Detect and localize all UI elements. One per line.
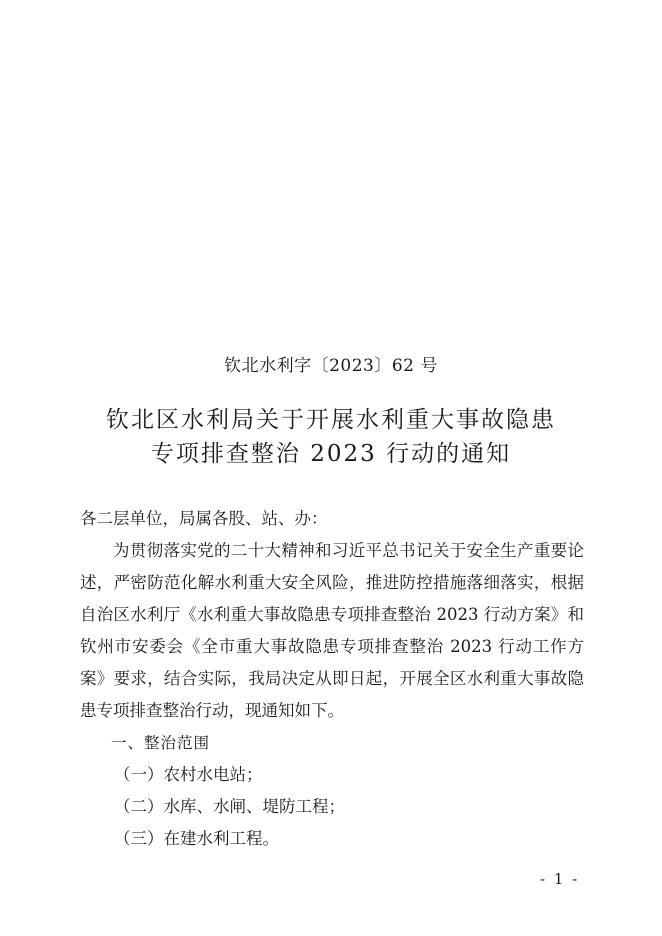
list-item: （一）农村水电站； bbox=[114, 765, 263, 784]
title-line-1: 钦北区水利局关于开展水利重大事故隐患 bbox=[106, 407, 556, 433]
section-heading-scope: 一、整治范围 bbox=[111, 734, 211, 752]
document-number: 钦北水利字〔2023〕62 号 bbox=[224, 356, 438, 376]
list-item: （三）在建水利工程。 bbox=[114, 829, 279, 848]
salutation: 各二层单位，局属各股、站、办： bbox=[80, 509, 328, 528]
page-number: - 1 - bbox=[540, 870, 580, 888]
list-item: （二）水库、水闸、堤防工程； bbox=[114, 797, 345, 816]
title-line-2: 专项排查整治 2023 行动的通知 bbox=[150, 441, 512, 467]
document-body bbox=[80, 503, 584, 855]
document-title bbox=[0, 403, 662, 471]
intro-paragraph: 为贯彻落实党的二十大精神和习近平总书记关于安全生产重要论述，严密防范化解水利重大安全风险，推进防控措施落细落实，根据自治区水利厅《水利重大事故隐患专项排查整治 2023 行动方案》和钦州市安委会《全市重大事故隐患专项排查整治 2023 行动工作方案》要求，结合实际，我局决定从即日起，开展全区水利重大事故隐患专项排查整治行动，现通知如下。 bbox=[80, 541, 584, 720]
